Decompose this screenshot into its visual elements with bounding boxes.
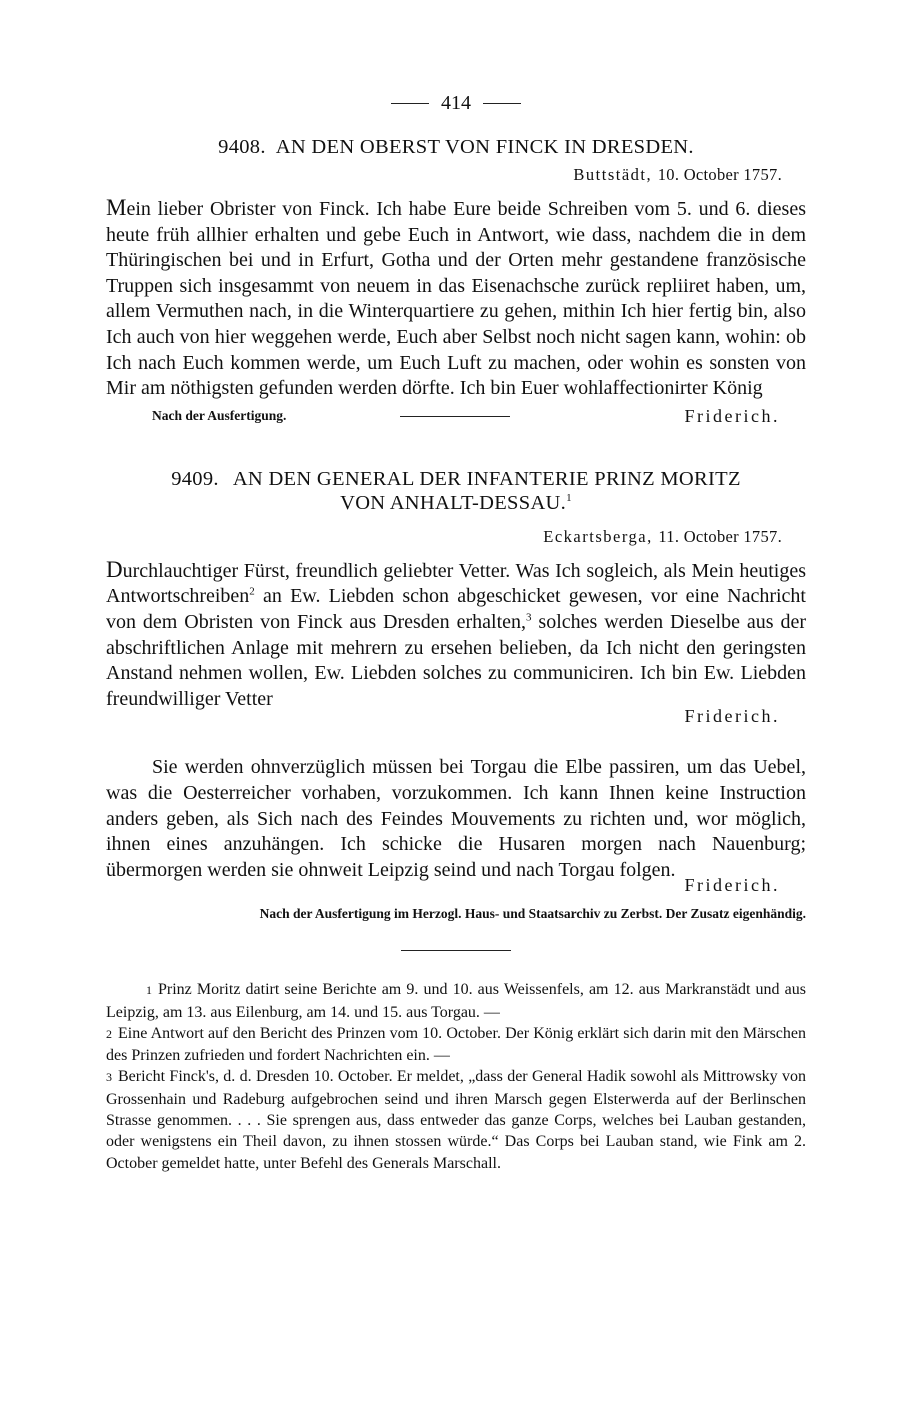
letter-date: 11. October 1757. bbox=[658, 526, 782, 546]
footnote-marker: 1 bbox=[146, 983, 152, 998]
letter-heading bbox=[106, 467, 806, 515]
letter-title: AN DEN OBERST VON FINCK IN DRESDEN. bbox=[275, 136, 694, 158]
footnote-3 bbox=[106, 1066, 806, 1173]
page-number: 414 bbox=[441, 92, 471, 114]
letter-text: urchlauchtiger Fürst, freundlich geliebter Vetter. Was Ich sogleich, als Mein heutiges Antwortschreiben bbox=[106, 559, 806, 608]
signature: Friderich. bbox=[684, 875, 780, 896]
footnote-text: Prinz Moritz datirt seine Berichte am 9. und 10. aus Weissenfels, am 12. aus Markranstädt und aus Leipzig, am 13. aus Eilenburg, am 14. und 15. aus Torgau. — bbox=[106, 981, 806, 1021]
letter-9409 bbox=[106, 467, 806, 952]
letter-title-line2: VON ANHALT-DESSAU. bbox=[340, 491, 567, 514]
letter-place: Eckartsberga, bbox=[543, 526, 653, 546]
letter-text: ein lieber Obrister von Finck. Ich habe Eure beide Schreiben vom 5. und 6. dieses heute früh allhier erhalten und gebe Euch in Antwort, wie dass, nachdem die in dem Thüringischen bei und in Erfurt, Gotha und der Orten mehr gestandene französische Truppen sich insgesammt von neuem in das Eisenachsche zurück repliiret haben, um, allem Vermuthen nach, in die Winterquartiere zu gehen, mithin Ich hier fertig bin, also Ich auch von hier weggehen werde, Euch aber Selbst noch nicht sagen kann, wohin: ob Ich nach Euch kommen werde, um Euch Luft zu machen, oder wohin es sonsten von Mir am nöthigsten gefunden werden dörfte. Ich bin Euer wohlaffectionirter König bbox=[106, 198, 806, 400]
initial-letter: D bbox=[106, 556, 123, 582]
letter-text: an Ew. Liebden schon abgeschicket gewesen, vor eine Nachricht von dem Obristen von Finck aus Dresden erhalten, bbox=[106, 585, 806, 633]
footnote-ref[interactable]: 3 bbox=[526, 611, 532, 624]
letter-number: 9409. bbox=[171, 467, 219, 490]
letter-number: 9408. bbox=[218, 136, 266, 158]
footnote-1 bbox=[106, 979, 806, 1023]
letter-place-date bbox=[106, 527, 782, 547]
header-rule-right bbox=[483, 103, 521, 104]
letter-title-line1: AN DEN GENERAL DER INFANTERIE PRINZ MORITZ bbox=[232, 467, 741, 490]
letter-place: Buttstädt, bbox=[573, 165, 653, 184]
section-divider bbox=[400, 416, 510, 417]
letter-date: 10. October 1757. bbox=[657, 165, 782, 184]
postscript: Sie werden ohnverzüglich müssen bei Torgau die Elbe passiren, um das Uebel, was die Oesterreicher vorhaben, vorzukommen. Ich kann Ihnen keine Instruction anders geben, als Sich nach des Feindes Mouvements zu richten und, wor möglich, ihnen eines anzuhängen. Ich schicke die Husaren morgen nach Nauenburg; übermorgen werden sie ohnweit Leipzig seind und nach Torgau folgen. bbox=[106, 756, 806, 881]
letter-body bbox=[106, 195, 806, 402]
signature: Friderich. bbox=[684, 405, 780, 426]
footnote-ref[interactable]: 1 bbox=[566, 491, 572, 504]
signature: Friderich. bbox=[684, 706, 780, 727]
letter-body bbox=[106, 557, 806, 713]
footnote-text: Bericht Finck's, d. d. Dresden 10. October. Er meldet, „dass der General Hadik sowohl als Mittrowsky von Grossenhain und Radeburg aufgebrochen seind und ihren Marsch gegen Elsterwerda auf der Berlinschen Strasse genommen. . . . Sie sprengen aus, dass entweder das ganze Corps, welches bei Lauban gestanden, oder wenigstens ein Theil davon, zu ihnen stossen würde.“ Das Corps bei Lauban stand, wie Fink am 2. October gemeldet hatte, unter Befehl des Generals Marschall. bbox=[106, 1068, 806, 1172]
page-header bbox=[106, 92, 806, 115]
source-row bbox=[106, 406, 806, 427]
footnote-marker: 2 bbox=[106, 1026, 112, 1041]
page bbox=[106, 92, 806, 1174]
letter-9408 bbox=[106, 135, 806, 427]
footnote-text: Eine Antwort auf den Bericht des Prinzen vom 10. October. Der König erklärt sich darin mit den Märschen des Prinzen zufrieden und fordert Nachrichten ein. — bbox=[106, 1024, 806, 1065]
header-rule-left bbox=[391, 103, 429, 104]
footnote-ref[interactable]: 2 bbox=[249, 585, 255, 598]
footnote-marker: 3 bbox=[106, 1070, 112, 1085]
footnotes bbox=[106, 979, 806, 1174]
section-divider bbox=[401, 950, 511, 951]
source-note: Nach der Ausfertigung. bbox=[152, 408, 287, 424]
letter-place-date bbox=[106, 165, 782, 185]
letter-heading bbox=[106, 135, 806, 159]
footnote-2 bbox=[106, 1023, 806, 1067]
initial-letter: M bbox=[106, 195, 127, 220]
letter-text: solches werden Dieselbe aus der abschriftlichen Anlage mit mehrern zu ersehen belieben, da Ich nicht den geringsten Anstand nehmen wollen, Ew. Liebden solches zu communiciren. Ich bin Ew. Liebden freundwilliger Vetter bbox=[106, 610, 806, 710]
source-note: Nach der Ausfertigung im Herzogl. Haus- und Staatsarchiv zu Zerbst. Der Zusatz eigenhändig. bbox=[259, 906, 806, 922]
